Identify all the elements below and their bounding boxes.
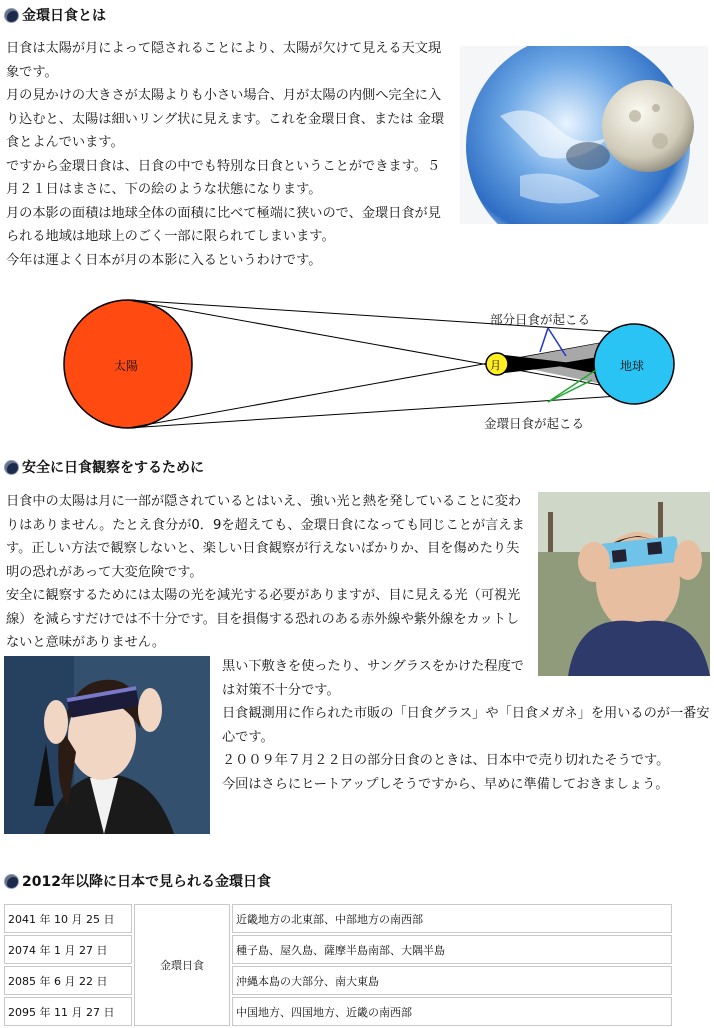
eclipse-diagram xyxy=(0,290,714,440)
section-title: 2012年以降に日本で見られる金環日食 xyxy=(22,874,271,890)
partial-eclipse-label: 部分日食が起こる xyxy=(490,312,591,327)
future-eclipse-table xyxy=(2,902,674,1028)
table-row xyxy=(4,997,672,1026)
date-cell: 2041 年 10 月 25 日 xyxy=(4,904,132,933)
paragraph: 月の本影の面積は地球全体の面積に比べて極端に狭いので、金環日食が見られる地域は地球上のごく一部に限られてしまいます。 xyxy=(6,205,441,244)
region-cell: 沖縄本島の大部分、南大東島 xyxy=(232,966,672,995)
paragraph: ですから金環日食は、日食の中でも特別な日食ということができます。５月２１日はまさに、下の絵のような状態になります。 xyxy=(6,158,441,197)
section-heading-annular-eclipse xyxy=(4,4,106,26)
section-heading-future-eclipses xyxy=(4,870,271,892)
paragraph: 月の見かけの大きさが太陽よりも小さい場合、月が太陽の内側へ完全に入り込むと、太陽は細いリング状に見えます。これを金環日食、または 金環食とよんでいます。 xyxy=(6,88,445,150)
region-cell: 種子島、屋久島、薩摩半島南部、大隅半島 xyxy=(232,935,672,964)
sun-label: 太陽 xyxy=(114,359,139,373)
table-row xyxy=(4,904,672,933)
paragraph: 黒い下敷きを使ったり、サングラスをかけた程度では対策不十分です。 xyxy=(222,659,524,698)
paragraph: 今回はさらにヒートアップしそうですから、早めに準備しておきましょう。 xyxy=(222,776,669,792)
eclipse-type-cell: 金環日食 xyxy=(134,904,230,1026)
safety-advice-text xyxy=(222,655,710,796)
paragraph: 日食観測用に作られた市販の「日食グラス」や「日食メガネ」を用いるのが一番安心です。 xyxy=(222,706,710,745)
table-row xyxy=(4,966,672,995)
bullet-icon xyxy=(4,460,19,475)
woman-eclipse-glasses-photo xyxy=(4,656,210,834)
bullet-icon xyxy=(4,874,19,889)
safety-text xyxy=(6,490,532,655)
date-cell: 2085 年 6 月 22 日 xyxy=(4,966,132,995)
date-cell: 2095 年 11 月 27 日 xyxy=(4,997,132,1026)
paragraph: ２００９年７月２２日の部分日食のときは、日本中で売り切れたそうです。 xyxy=(222,753,670,768)
boy-eclipse-glasses-photo xyxy=(538,492,710,676)
earth-label: 地球 xyxy=(620,359,645,373)
paragraph: 今年は運よく日本が月の本影に入るというわけです。 xyxy=(6,252,322,268)
annular-eclipse-label: 金環日食が起こる xyxy=(484,416,585,431)
paragraph: 日食中の太陽は月に一部が隠されているとはいえ、強い光と熱を発していることに変わりはありません。たとえ食分が0．9を超えても、金環日食になっても同じことが言えます。正しい方法で観察しないと、楽しい日食観察が行えないばかりか、目を傷めたり失明の恐れがあって大変危険です。 xyxy=(6,494,525,580)
table-row xyxy=(4,935,672,964)
paragraph: 日食は太陽が月によって隠されることにより、太陽が欠けて見える天文現象です。 xyxy=(6,41,442,80)
region-cell: 近畿地方の北東部、中部地方の南西部 xyxy=(232,904,672,933)
earth-moon-photo xyxy=(460,46,708,224)
section-title: 金環日食とは xyxy=(22,8,106,24)
moon-label: 月 xyxy=(490,359,501,372)
paragraph: 安全に観察するためには太陽の光を減光する必要がありますが、目に見える光（可視光線）を減らすだけでは不十分です。目を損傷する恐れのある赤外線や紫外線をカットしないと意味がありません。 xyxy=(6,588,521,650)
section-title: 安全に日食観察をするために xyxy=(22,460,204,476)
date-cell: 2074 年 1 月 27 日 xyxy=(4,935,132,964)
section-heading-safety xyxy=(4,456,204,478)
region-cell: 中国地方、四国地方、近畿の南西部 xyxy=(232,997,672,1026)
intro-text xyxy=(6,37,452,272)
bullet-icon xyxy=(4,8,19,23)
